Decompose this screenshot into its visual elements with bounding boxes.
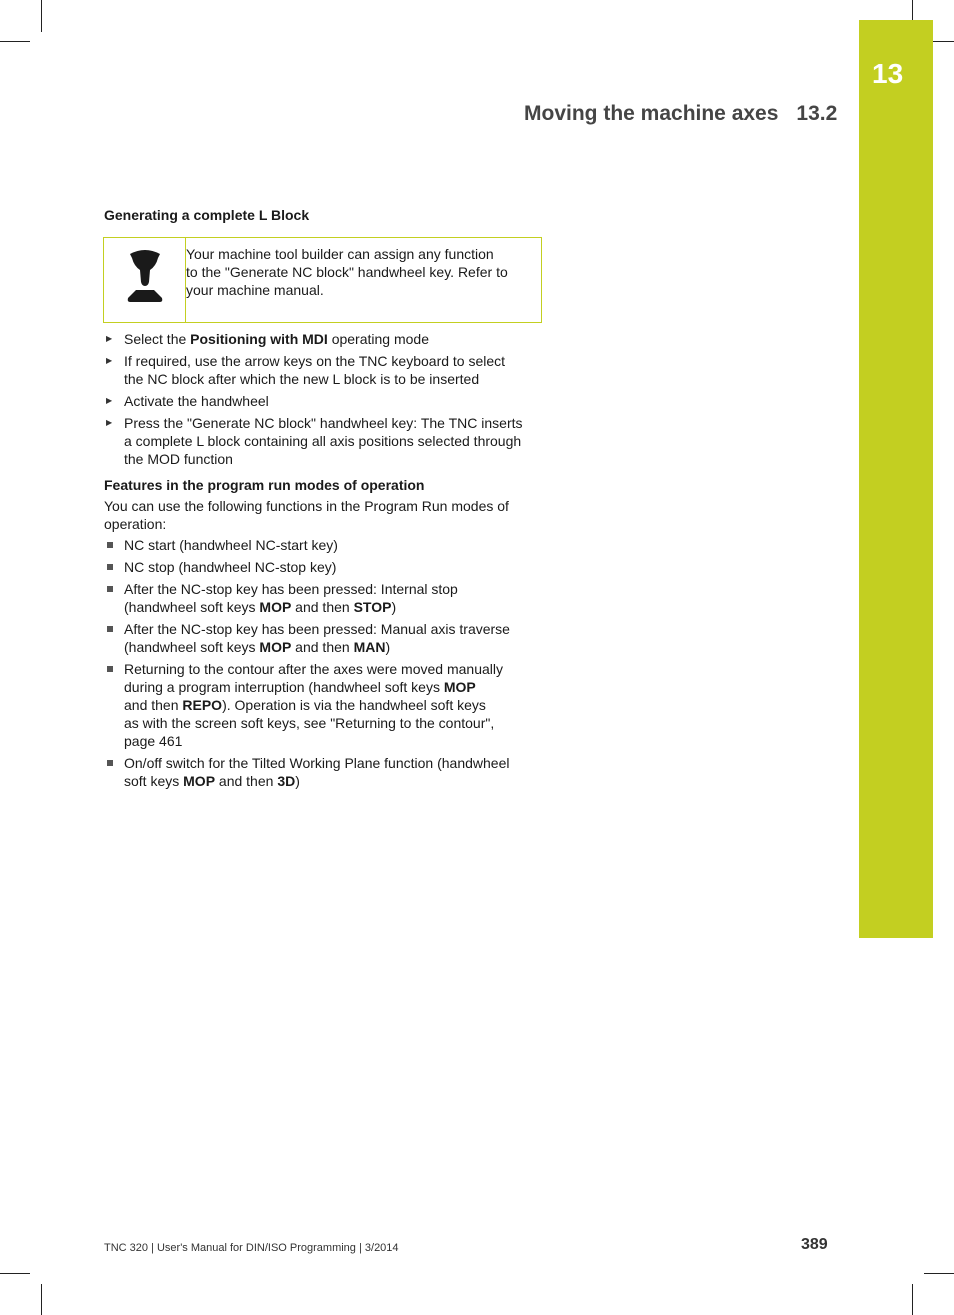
section-heading: Generating a complete L Block [104, 207, 310, 223]
feature-text: NC start (handwheel NC-start key) [124, 537, 338, 553]
step-text: If required, use the arrow keys on the TNC keyboard to select [124, 353, 506, 369]
step-text: a complete L block containing all axis positions selected through [124, 433, 522, 449]
step-list [104, 330, 544, 468]
feature-text: (handwheel soft keys [124, 599, 260, 615]
soft-key-name: MOP [259, 599, 292, 615]
step-text: the MOD function [124, 451, 233, 467]
feature-item [104, 558, 544, 576]
main-content [104, 206, 544, 794]
crop-mark [0, 41, 30, 42]
soft-key-name: MOP [443, 679, 476, 695]
step-item [104, 352, 544, 388]
chapter-tab [859, 20, 933, 938]
chapter-number: 13 [872, 58, 904, 89]
section-heading: Features in the program run modes of operation [104, 477, 425, 493]
page-reference: page 461 [124, 733, 183, 749]
feature-item [104, 660, 544, 750]
crop-mark [912, 1284, 913, 1315]
feature-text: NC stop (handwheel NC-stop key) [124, 559, 337, 575]
step-item [104, 330, 544, 348]
step-item [104, 414, 544, 468]
note-icon-cell [104, 238, 186, 322]
soft-key-name: 3D [277, 773, 296, 789]
step-text: Select the [124, 331, 191, 347]
footer-text: TNC 320 | User's Manual for DIN/ISO Programming | 3/2014 [104, 1242, 399, 1254]
feature-text: After the NC-stop key has been pressed: Internal stop [124, 581, 458, 597]
step-text: the NC block after which the new L block is to be inserted [124, 371, 480, 387]
crop-mark [924, 1273, 954, 1274]
step-text: operating mode [327, 331, 429, 347]
feature-text: during a program interruption (handwheel soft keys [124, 679, 444, 695]
feature-text: ). Operation is via the handwheel soft keys [222, 697, 486, 713]
feature-item [104, 754, 544, 790]
feature-text: (handwheel soft keys [124, 639, 260, 655]
crop-mark [41, 0, 42, 32]
machine-tool-icon [126, 248, 164, 304]
feature-text: On/off switch for the Tilted Working Plane function (handwheel [124, 755, 510, 771]
step-text: Activate the handwheel [124, 393, 269, 409]
note-line: to the "Generate NC block" handwheel key. Refer to [186, 264, 508, 280]
note-box [103, 237, 542, 323]
feature-text: and then [124, 697, 183, 713]
step-item [104, 392, 544, 410]
note-text [186, 238, 541, 322]
feature-item [104, 536, 544, 554]
soft-key-name: MAN [353, 639, 386, 655]
note-line: Your machine tool builder can assign any function [186, 246, 494, 262]
feature-text: ) [385, 639, 391, 655]
feature-text: and then [291, 639, 354, 655]
feature-text: and then [215, 773, 278, 789]
soft-key-name: MOP [183, 773, 216, 789]
note-line: your machine manual. [186, 282, 324, 298]
header-section-number: 13.2 [796, 102, 838, 125]
feature-text: soft keys [124, 773, 184, 789]
feature-list [104, 536, 544, 790]
page-number: 389 [801, 1236, 828, 1253]
crop-mark [912, 0, 913, 20]
feature-text: After the NC-stop key has been pressed: Manual axis traverse [124, 621, 510, 637]
feature-item [104, 620, 544, 656]
feature-text: as with the screen soft keys, see "Returning to the contour", [124, 715, 495, 731]
intro-text: You can use the following functions in the Program Run modes of [104, 498, 509, 514]
feature-text: ) [295, 773, 300, 789]
page-header [524, 102, 837, 126]
feature-text: Returning to the contour after the axes were moved manually [124, 661, 503, 677]
intro-paragraph [104, 497, 544, 533]
header-title: Moving the machine axes [524, 102, 779, 125]
crop-mark [0, 1273, 30, 1274]
soft-key-name: REPO [182, 697, 223, 713]
feature-text: and then [291, 599, 354, 615]
feature-text: ) [391, 599, 397, 615]
soft-key-name: STOP [353, 599, 392, 615]
soft-key-name: MOP [259, 639, 292, 655]
feature-item [104, 580, 544, 616]
step-text: Press the "Generate NC block" handwheel key: The TNC inserts [124, 415, 523, 431]
intro-text: operation: [104, 516, 167, 532]
crop-mark [41, 1284, 42, 1315]
mode-name: Positioning with MDI [190, 331, 328, 347]
